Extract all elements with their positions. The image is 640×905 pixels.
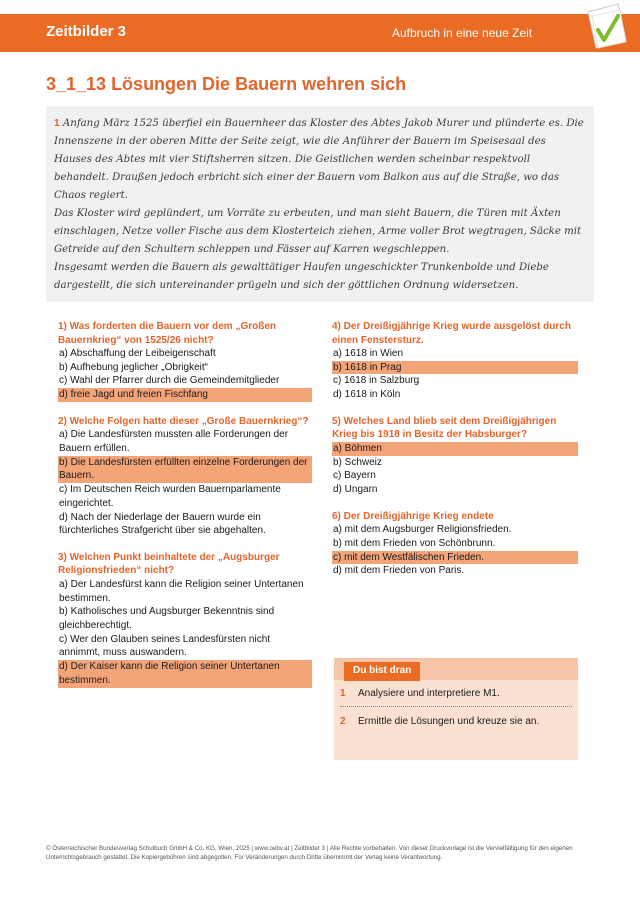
- answer-option: a) 1618 in Wien: [333, 348, 404, 359]
- task-box: [334, 658, 578, 760]
- chapter-subtitle: Aufbruch in eine neue Zeit: [392, 26, 533, 40]
- copyright-footer: © Österreichischer Bundesverlag Schulbuch GmbH & Co. KG, Wien, 2025 | www.oebv.at | Zeitbilder 3 | Alle Rechte vorbehalten. Von dieser Druckvorlage ist die Vervielfältigung für den eigenen Unterrichtsgebrauch gestattet. Die Kopiergebühren sind abgegolten. Für Veränderungen durch Dritte übernimmt der Verlag keine Verantwortung.: [46, 845, 573, 861]
- answer-option: c) Bayern: [333, 470, 376, 482]
- answer-option: b) mit dem Frieden von Schönbrunn.: [333, 537, 496, 549]
- question-left-2: [58, 551, 312, 688]
- task-number: 1: [54, 118, 60, 129]
- task-item-text: Analysiere und interpretiere M1.: [358, 688, 500, 699]
- question-left-1: [58, 415, 312, 538]
- page-header: [0, 14, 640, 52]
- question-right-0: [332, 320, 578, 402]
- answer-option: a) Die Landesfürsten mussten alle Forderungen der Bauern erfüllen.: [59, 429, 289, 455]
- question-title: 3) Welchen Punkt beinhaltete der „Augsburger Religionsfrieden“ nicht?: [58, 551, 280, 577]
- answer-option: c) Wer den Glauben seines Landesfürsten nicht annimmt, muss auswandern.: [59, 633, 271, 659]
- document-checkmark-icon: [584, 2, 630, 58]
- page-title: 3_1_13 Lösungen Die Bauern wehren sich: [46, 74, 407, 94]
- question-title: 2) Welche Folgen hatte dieser „Große Bauernkrieg“?: [58, 415, 309, 427]
- answer-option: d) mit dem Frieden von Paris.: [333, 565, 465, 577]
- answer-option: b) Schweiz: [333, 456, 382, 468]
- task-item: [340, 688, 572, 699]
- series-title: Zeitbilder 3: [46, 23, 127, 40]
- answer-option-correct: b) 1618 in Prag: [332, 361, 578, 375]
- questions-left-column: [58, 320, 312, 701]
- question-title: 1) Was forderten die Bauern vor dem „Großen Bauernkrieg“ von 1525/26 nicht?: [58, 321, 277, 346]
- answer-option: d) Ungarn: [333, 483, 378, 495]
- description-paragraph-2: Das Kloster wird geplündert, um Vorräte zu erbeuten, und man sieht Bauern, die Türen mit Äxten einschlagen, Netze voller Fische aus dem Klosterteich ziehen, Arme voller Brot wegtragen, Säcke mit Getreide auf den Schultern schleppen und Fässer auf Karren wegschleppen.: [54, 208, 582, 255]
- task-tag: Du bist dran: [344, 662, 420, 681]
- answer-option: c) Im Deutschen Reich wurden Bauernparlamente eingerichtet.: [59, 484, 281, 509]
- answer-option-correct: d) Der Kaiser kann die Religion seiner Untertanen bestimmen.: [58, 660, 312, 687]
- answer-option: d) Nach der Niederlage der Bauern wurde ein fürchterliches Strafgericht über sie abgehalten.: [59, 511, 266, 537]
- answer-option-correct: b) Die Landesfürsten erfüllten einzelne Forderungen der Bauern.: [58, 456, 312, 483]
- source-description: [54, 115, 586, 295]
- task-item: [340, 716, 572, 727]
- answer-option: b) Aufhebung jeglicher „Obrigkeit“: [59, 361, 208, 373]
- divider: [340, 706, 572, 707]
- answer-option-correct: d) freie Jagd und freien Fischfang: [58, 388, 312, 402]
- questions-right-column: [332, 320, 578, 591]
- description-paragraph-3: Insgesamt werden die Bauern als gewalttätiger Haufen ungeschickter Trunkenbolde und Diebe dargestellt, die sich untereinander prügeln und sich der göttlichen Ordnung widersetzen.: [54, 262, 549, 291]
- task-item-number: 2: [340, 716, 346, 727]
- question-title: 6) Der Dreißigjährige Krieg endete: [332, 510, 494, 522]
- answer-option: a) mit dem Augsburger Religionsfrieden.: [333, 524, 512, 536]
- description-paragraph-1: Anfang März 1525 überfiel ein Bauernheer das Kloster des Abtes Jakob Murer und plünderte es. Die Innenszene in der oberen Mitte der Seite zeigt, wie die Anführer der Bauern im Speisesaal des Hauses des Abtes mit vier Stiftsherren sitzen. Die Geistlichen werden scheinbar respektvoll behandelt. Draußen jedoch erbricht sich einer der Bauern vom Balkon aus auf die Straße, wo das Chaos regiert.: [54, 118, 584, 201]
- answer-option: b) Katholisches und Augsburger Bekenntnis sind gleichberechtigt.: [59, 606, 275, 632]
- answer-option: a) Der Landesfürst kann die Religion seiner Untertanen bestimmen.: [59, 578, 304, 604]
- answer-option-correct: a) Böhmen: [332, 442, 578, 456]
- answer-option: d) 1618 in Köln: [333, 389, 401, 401]
- task-item-number: 1: [340, 688, 346, 699]
- task-item-text: Ermittle die Lösungen und kreuze sie an.: [358, 716, 540, 727]
- question-title: 4) Der Dreißigjährige Krieg wurde ausgelöst durch einen Fenstersturz.: [332, 321, 571, 346]
- answer-option: a) Abschaffung der Leibeigenschaft: [59, 348, 216, 359]
- question-right-1: [332, 415, 578, 497]
- answer-option: c) Wahl der Pfarrer durch die Gemeindemitglieder: [59, 375, 280, 387]
- question-left-0: [58, 320, 312, 402]
- answer-option-correct: c) mit dem Westfälischen Frieden.: [332, 551, 578, 565]
- source-description-box: [46, 106, 594, 302]
- question-right-2: [332, 510, 578, 578]
- question-title: 5) Welches Land blieb seit dem Dreißigjährigen Krieg bis 1918 in Besitz der Habsburger?: [332, 415, 557, 441]
- answer-option: c) 1618 in Salzburg: [333, 375, 420, 387]
